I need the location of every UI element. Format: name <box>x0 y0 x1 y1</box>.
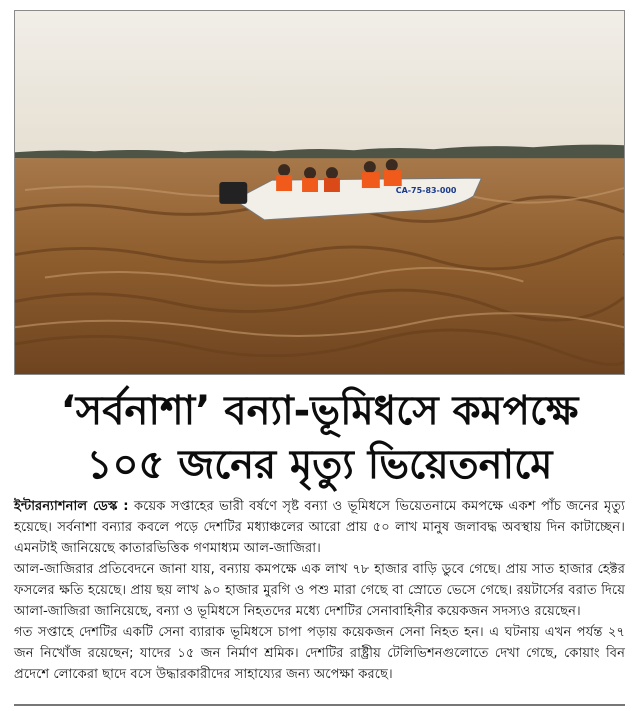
dateline: ইন্টারন্যাশনাল ডেস্ক : <box>14 499 129 514</box>
news-photo <box>14 10 625 375</box>
headline-line-1: ‘সর্বনাশা’ বন্যা-ভূমিধসে কমপক্ষে <box>60 388 579 434</box>
outboard-motor <box>219 182 247 204</box>
bottom-divider <box>14 704 625 706</box>
paragraph-3: গত সপ্তাহে দেশটির একটি সেনা ব্যারাক ভূমিধসে চাপা পড়ায় কয়েকজন সেনা নিহত হন। এ ঘটনায় এখন পর্যন্ত ২৭ জন নিখোঁজ রয়েছেন; যাদের ১৫ জন নির্মাণ শ্রমিক। দেশটির রাষ্ট্রীয় টেলিভিশনগুলোতে দেখা গেছে, কোয়াং বিন প্রদেশে লোকেরা ছাদে বসে উদ্ধারকারীদের সাহায্যের জন্য অপেক্ষা করছে। <box>14 625 625 682</box>
boat-registration: CA-75-83-000 <box>395 186 457 195</box>
paragraph-2: আল-জাজিরার প্রতিবেদনে জানা যায়, বন্যায় কমপক্ষে এক লাখ ৭৮ হাজার বাড়ি ডুবে গেছে। প্রায় সাত হাজার হেক্টর ফসলের ক্ষতি হয়েছে। প্রায় ছয় লাখ ৯০ হাজার মুরগি ও পশু মারা গেছে বা স্রোতে ভেসে গেছে। রয়টার্সের বরাত দিয়ে আলা-জাজিরা জানিয়েছে, বন্যা ও ভূমিধসে নিহতদের মধ্যে দেশটির সেনাবাহিনীর কয়েকজন সদস্যও রয়েছেন। <box>14 562 625 619</box>
headline-line-2: ১০৫ জনের মৃত্যু ভিয়েতনামে <box>86 442 553 488</box>
paragraph-1 <box>14 496 625 559</box>
flood-boat-photo <box>15 11 624 374</box>
paragraph-1-text: কয়েক সপ্তাহের ভারী বর্ষণে সৃষ্ট বন্যা ও ভূমিধসে ভিয়েতনামে কমপক্ষে একশ পাঁচ জনের মৃত্যু হয়েছে। সর্বনাশা বন্যার কবলে পড়ে দেশটির মধ্যাঞ্চলের আরো প্রায় ৫০ লাখ মানুষ জলাবদ্ধ অবস্থায় দিন কাটাচ্ছেন। এমনটাই জানিয়েছে কাতারভিত্তিক গণমাধ্যম আল-জাজিরা। <box>14 499 625 556</box>
headline <box>14 384 625 492</box>
article-body <box>14 496 625 685</box>
sky <box>15 11 624 160</box>
